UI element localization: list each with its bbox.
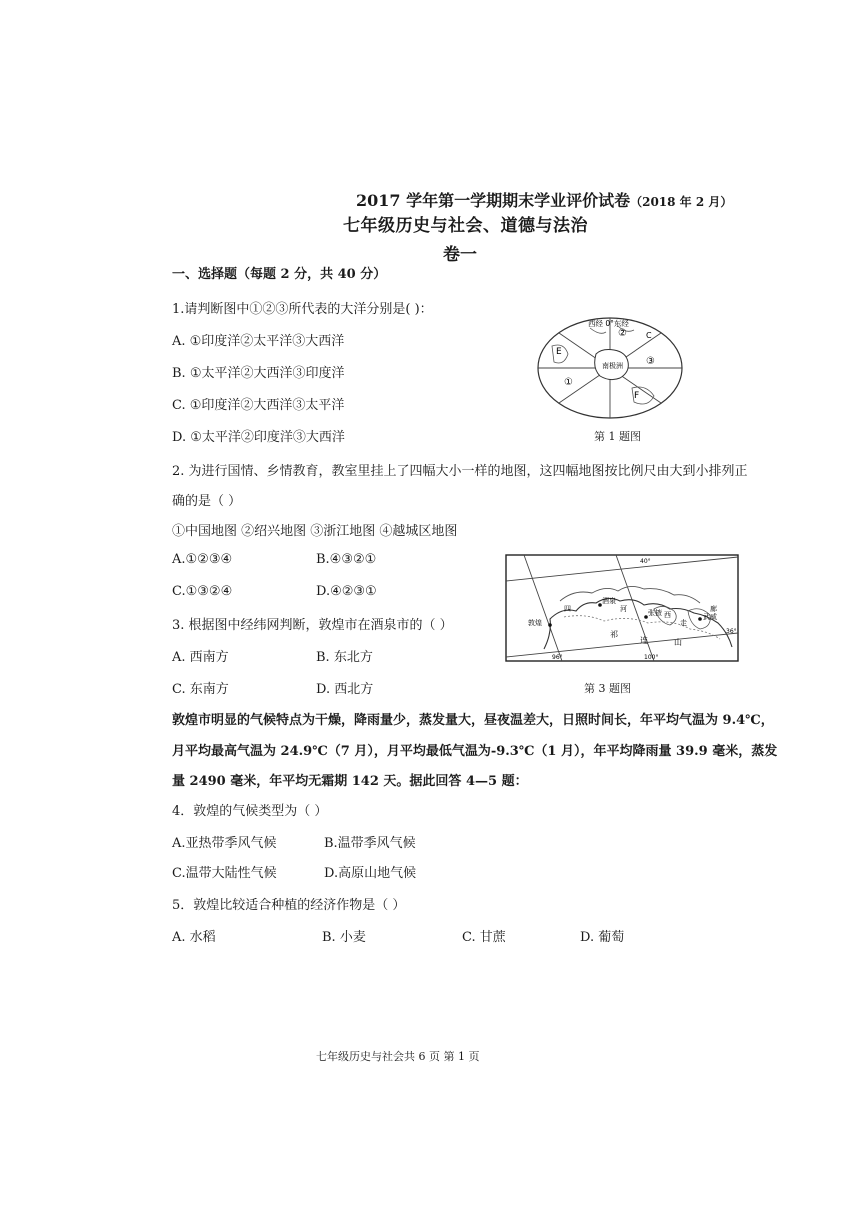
- q5-option-c: C. 甘蔗: [462, 930, 506, 945]
- q1-label-c: C: [646, 331, 652, 340]
- q3-city-dunhuang: 敦煌: [528, 619, 542, 627]
- q3-lon-100: 100°: [644, 654, 659, 661]
- q1-center-label: 南极洲: [602, 362, 623, 370]
- q4-option-d: D.高原山地气候: [324, 866, 417, 881]
- q4-option-a: A.亚热带季风气候: [172, 836, 277, 851]
- q3-label-xi: 西: [664, 611, 671, 619]
- q5-option-a: A. 水稻: [172, 930, 216, 945]
- q3-label-qi: 祁: [610, 630, 618, 639]
- q3-label-lang: 廊: [710, 605, 717, 613]
- q2-stem-line1: 2. 为进行国情、乡情教育，教室里挂上了四幅大小一样的地图，这四幅地图按比例尺由大到小排列正: [172, 464, 748, 479]
- q3-lat-40: 40°: [640, 558, 651, 565]
- exam-title-date: （2018 年 2 月）: [630, 195, 733, 209]
- q1-polar-map: [530, 310, 690, 426]
- q5-option-b: B. 小麦: [322, 930, 366, 945]
- exam-volume: 卷一: [443, 245, 477, 265]
- q1-stem: 1.请判断图中①②③所代表的大洋分别是( )：: [172, 302, 433, 317]
- q1-top-label: 西经 0°东经: [588, 319, 629, 328]
- q1-label-3: ③: [646, 356, 655, 367]
- passage-line2: 月平均最高气温为 24.9℃（7 月），月平均最低气温为-9.3℃（1 月），年平均降雨量 39.9 毫米，蒸发: [172, 744, 778, 759]
- q5-stem: 5．敦煌比较适合种植的经济作物是（ ）: [172, 898, 406, 913]
- exam-subject: 七年级历史与社会、道德与法治: [343, 216, 588, 236]
- q3-label-zou: 走: [680, 619, 687, 627]
- page-footer: 七年级历史与社会共 6 页 第 1 页: [316, 1050, 480, 1063]
- q3-label-si: 四: [564, 605, 571, 613]
- q2-option-b: B.④③②①: [316, 552, 377, 567]
- q3-option-d: D. 西北方: [316, 682, 374, 697]
- q3-option-b: B. 东北方: [316, 650, 373, 665]
- q3-label-lian: 连: [640, 636, 648, 645]
- q3-label-shan: 山: [674, 638, 682, 647]
- q2-option-d: D.④②③①: [316, 584, 377, 599]
- q3-city-wuwei: 武威: [703, 613, 717, 621]
- q1-option-a: A. ①印度洋②太平洋③大西洋: [172, 334, 345, 349]
- q2-stem-line2: 确的是（ ）: [172, 494, 242, 509]
- q4-stem: 4．敦煌的气候类型为（ ）: [172, 804, 328, 819]
- q1-option-c: C. ①印度洋②大西洋③太平洋: [172, 398, 345, 413]
- q3-lon-96: 96°: [552, 654, 563, 661]
- q1-option-d: D. ①太平洋②印度洋③大西洋: [172, 430, 345, 445]
- q3-stem: 3. 根据图中经纬网判断，敦煌市在酒泉市的（ ）: [172, 618, 453, 633]
- q2-option-a: A.①②③④: [172, 552, 233, 567]
- q1-label-2: ②: [618, 328, 627, 339]
- passage-line1: 敦煌市明显的气候特点为干燥，降雨量少，蒸发量大，昼夜温差大，日照时间长，年平均气温为 9.4℃，: [172, 713, 774, 728]
- q1-label-e: E: [556, 347, 562, 357]
- q4-option-b: B.温带季风气候: [324, 836, 416, 851]
- q2-option-c: C.①③②④: [172, 584, 233, 599]
- q3-lat-36: 36°: [726, 628, 737, 635]
- q5-option-d: D. 葡萄: [580, 930, 625, 945]
- q4-option-c: C.温带大陆性气候: [172, 866, 277, 881]
- exam-title-main: 2017 学年第一学期期末学业评价试卷: [356, 191, 631, 210]
- q1-option-b: B. ①太平洋②大西洋③印度洋: [172, 366, 345, 381]
- passage-line3: 量 2490 毫米，年平均无霜期 142 天。据此回答 4—5 题：: [172, 774, 528, 789]
- q3-option-c: C. 东南方: [172, 682, 229, 697]
- q2-items: ①中国地图 ②绍兴地图 ③浙江地图 ④越城区地图: [172, 524, 458, 539]
- q1-label-f: F: [634, 391, 640, 401]
- exam-title: [356, 188, 732, 211]
- q3-label-he: 河: [620, 605, 627, 613]
- q1-label-1: ①: [564, 377, 573, 388]
- q1-caption: 第 1 题图: [594, 430, 641, 443]
- q3-city-zhangye: 张掖: [648, 609, 662, 617]
- q3-option-a: A. 西南方: [172, 650, 229, 665]
- q3-caption: 第 3 题图: [584, 682, 631, 695]
- q3-city-jiuquan: 酒泉: [602, 597, 616, 605]
- section-heading: 一、选择题（每题 2 分，共 40 分）: [172, 267, 387, 282]
- q3-hexi-corridor-map: [504, 553, 742, 665]
